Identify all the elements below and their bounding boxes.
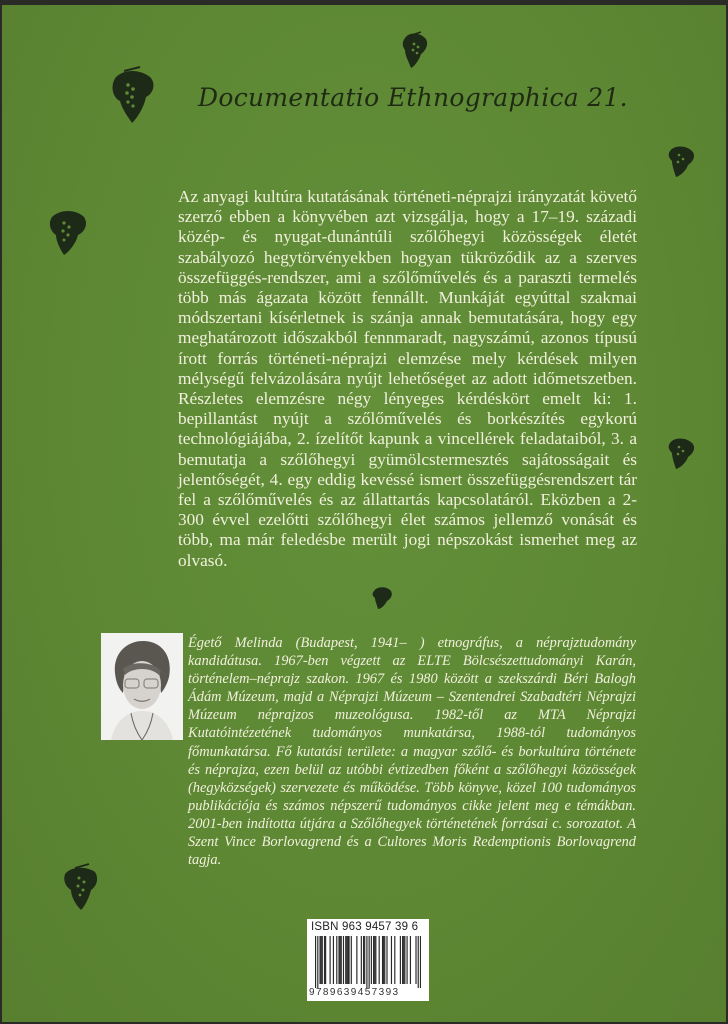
barcode-bar bbox=[418, 936, 419, 988]
barcode-bars bbox=[315, 936, 421, 988]
barcode-bar bbox=[371, 936, 372, 984]
series-title: Documentatio Ethnographica 21. bbox=[198, 83, 628, 112]
barcode-bar bbox=[420, 936, 421, 988]
barcode-bar bbox=[375, 936, 376, 984]
barcode-bar bbox=[361, 936, 362, 984]
barcode-bar bbox=[336, 936, 337, 984]
barcode-bar bbox=[394, 936, 395, 984]
grape-cluster-icon bbox=[61, 860, 101, 912]
grape-cluster-icon bbox=[666, 143, 698, 179]
barcode-bar bbox=[402, 936, 403, 984]
barcode-bar bbox=[330, 936, 331, 984]
grape-cluster-icon bbox=[106, 63, 158, 127]
barcode-bar bbox=[347, 936, 348, 984]
barcode-bar bbox=[321, 936, 322, 984]
barcode-bar bbox=[369, 936, 370, 988]
barcode-bar bbox=[363, 936, 364, 984]
barcode-bar bbox=[322, 936, 323, 984]
barcode-bar bbox=[383, 936, 384, 984]
grape-cluster-icon bbox=[399, 30, 433, 70]
barcode-bar bbox=[345, 936, 346, 984]
barcode-bar bbox=[346, 936, 347, 984]
barcode-bar bbox=[364, 936, 365, 984]
barcode-bar bbox=[351, 936, 352, 984]
barcode-bar bbox=[400, 936, 401, 984]
barcode-bar bbox=[315, 936, 316, 988]
barcode-bar bbox=[382, 936, 383, 984]
barcode-bar bbox=[386, 936, 387, 984]
barcode-bar bbox=[338, 936, 339, 984]
barcode-bar bbox=[348, 936, 349, 984]
barcode-bar bbox=[410, 936, 411, 984]
barcode-bar bbox=[406, 936, 407, 984]
barcode-bar bbox=[343, 936, 344, 984]
grape-cluster-icon bbox=[666, 435, 698, 471]
barcode-bar bbox=[340, 936, 341, 984]
barcode-bar bbox=[333, 936, 334, 984]
author-portrait-image bbox=[101, 633, 183, 740]
back-cover bbox=[2, 5, 726, 1022]
author-photo bbox=[101, 633, 183, 740]
barcode-bar bbox=[379, 936, 380, 984]
barcode-bar bbox=[403, 936, 404, 984]
barcode-bar bbox=[324, 936, 325, 984]
barcode-bar bbox=[325, 936, 326, 984]
barcode-bar bbox=[384, 936, 385, 984]
barcode-bar bbox=[374, 936, 375, 984]
grape-cluster-icon bbox=[46, 205, 90, 257]
barcode-bar bbox=[404, 936, 405, 984]
barcode-bar bbox=[373, 936, 374, 984]
grape-cluster-icon bbox=[371, 585, 395, 611]
barcode-bar bbox=[319, 936, 320, 984]
barcode-bar bbox=[391, 936, 392, 984]
ean-digits: 9789639457393 bbox=[309, 987, 400, 998]
barcode-bar bbox=[317, 936, 318, 988]
barcode-bar bbox=[356, 936, 357, 984]
barcode-bar bbox=[341, 936, 342, 984]
barcode-bar bbox=[366, 936, 367, 988]
author-bio: Égető Melinda (Budapest, 1941– ) etnográfus, a néprajztudomány kandidátusa. 1967-ben végzett az ELTE Bölcsészettudományi Karán, történelem–néprajz szakon. 1967 és 1980 között a szekszárdi Béri Balogh Ádám Múzeum, majd a Néprajzi Múzeum – Szentendrei Szabadtéri Néprajzi Múzeum néprajzos muzeológusa. 1982-től az MTA Néprajzi Kutatóintézetének tudományos munkatársa, 1988-tól tudományos főmunkatársa. Fő kutatási területe: a magyar szőlő- és borkultúra története és néprajza, ezen belül az utóbbi évtizedben főként a szőlőhegyi közösségek (hegyközségek) szervezete és működése. Több könyve, közel 100 tudományos publikációja és számos népszerű tudományos cikke jelent meg e témákban. 2001-ben indította útjára a Szőlőhegyek történetének forrásai c. sorozatot. A Szent Vince Borlovagrend és a Cultores Moris Redemptionis Borlovagrend tagja. bbox=[188, 635, 636, 869]
isbn-label: ISBN 963 9457 39 6 bbox=[311, 921, 419, 933]
barcode-bar bbox=[415, 936, 416, 984]
isbn-barcode bbox=[307, 919, 429, 1001]
book-description: Az anyagi kultúra kutatásának történeti-néprajzi irányzatát követő szerző ebben a könyvében azt vizsgálja, hogy a 17–19. századi közép- és nyugat-dunántúli szőlőhegyi közösségek életét szabályozó hegytörvényekben hogyan tükröződik az a szerves összefüggés-rendszer, ami a szőlőművelés és a paraszti termelés több más ágazata között fennállt. Munkáját egyúttal szakmai módszertani kísérletnek is szánja annak bemutatására, hogy egy meghatározott időszakból fennmaradt, nagyszámú, azonos típusú írott forrás történeti-néprajzi elemzése mely kérdések milyen mélységű felvázolására nyújt lehetőséget az adott időmetszetben. Részletes elemzésre négy lényeges kérdéskört emelt ki: 1. bepillantást nyújt a szőlőművelés és borkészítés egykorú technológiájába, 2. ízelítőt kapunk a vincellérek feladataiból, 3. a bemutatja a szőlőhegyi gyümölcstermesztés sajátosságait és jelentőségét, 4. egy eddig kevéssé ismert összefüggésrendszert tár fel a szőlőművelés és az állattartás kapcsolatáról. Eközben a 2-300 évvel ezelőtti szőlőhegyi élet számos jellemző vonását és több, ma már feledésbe merült jogi népszokást ismerhet meg az olvasó. bbox=[178, 187, 637, 570]
